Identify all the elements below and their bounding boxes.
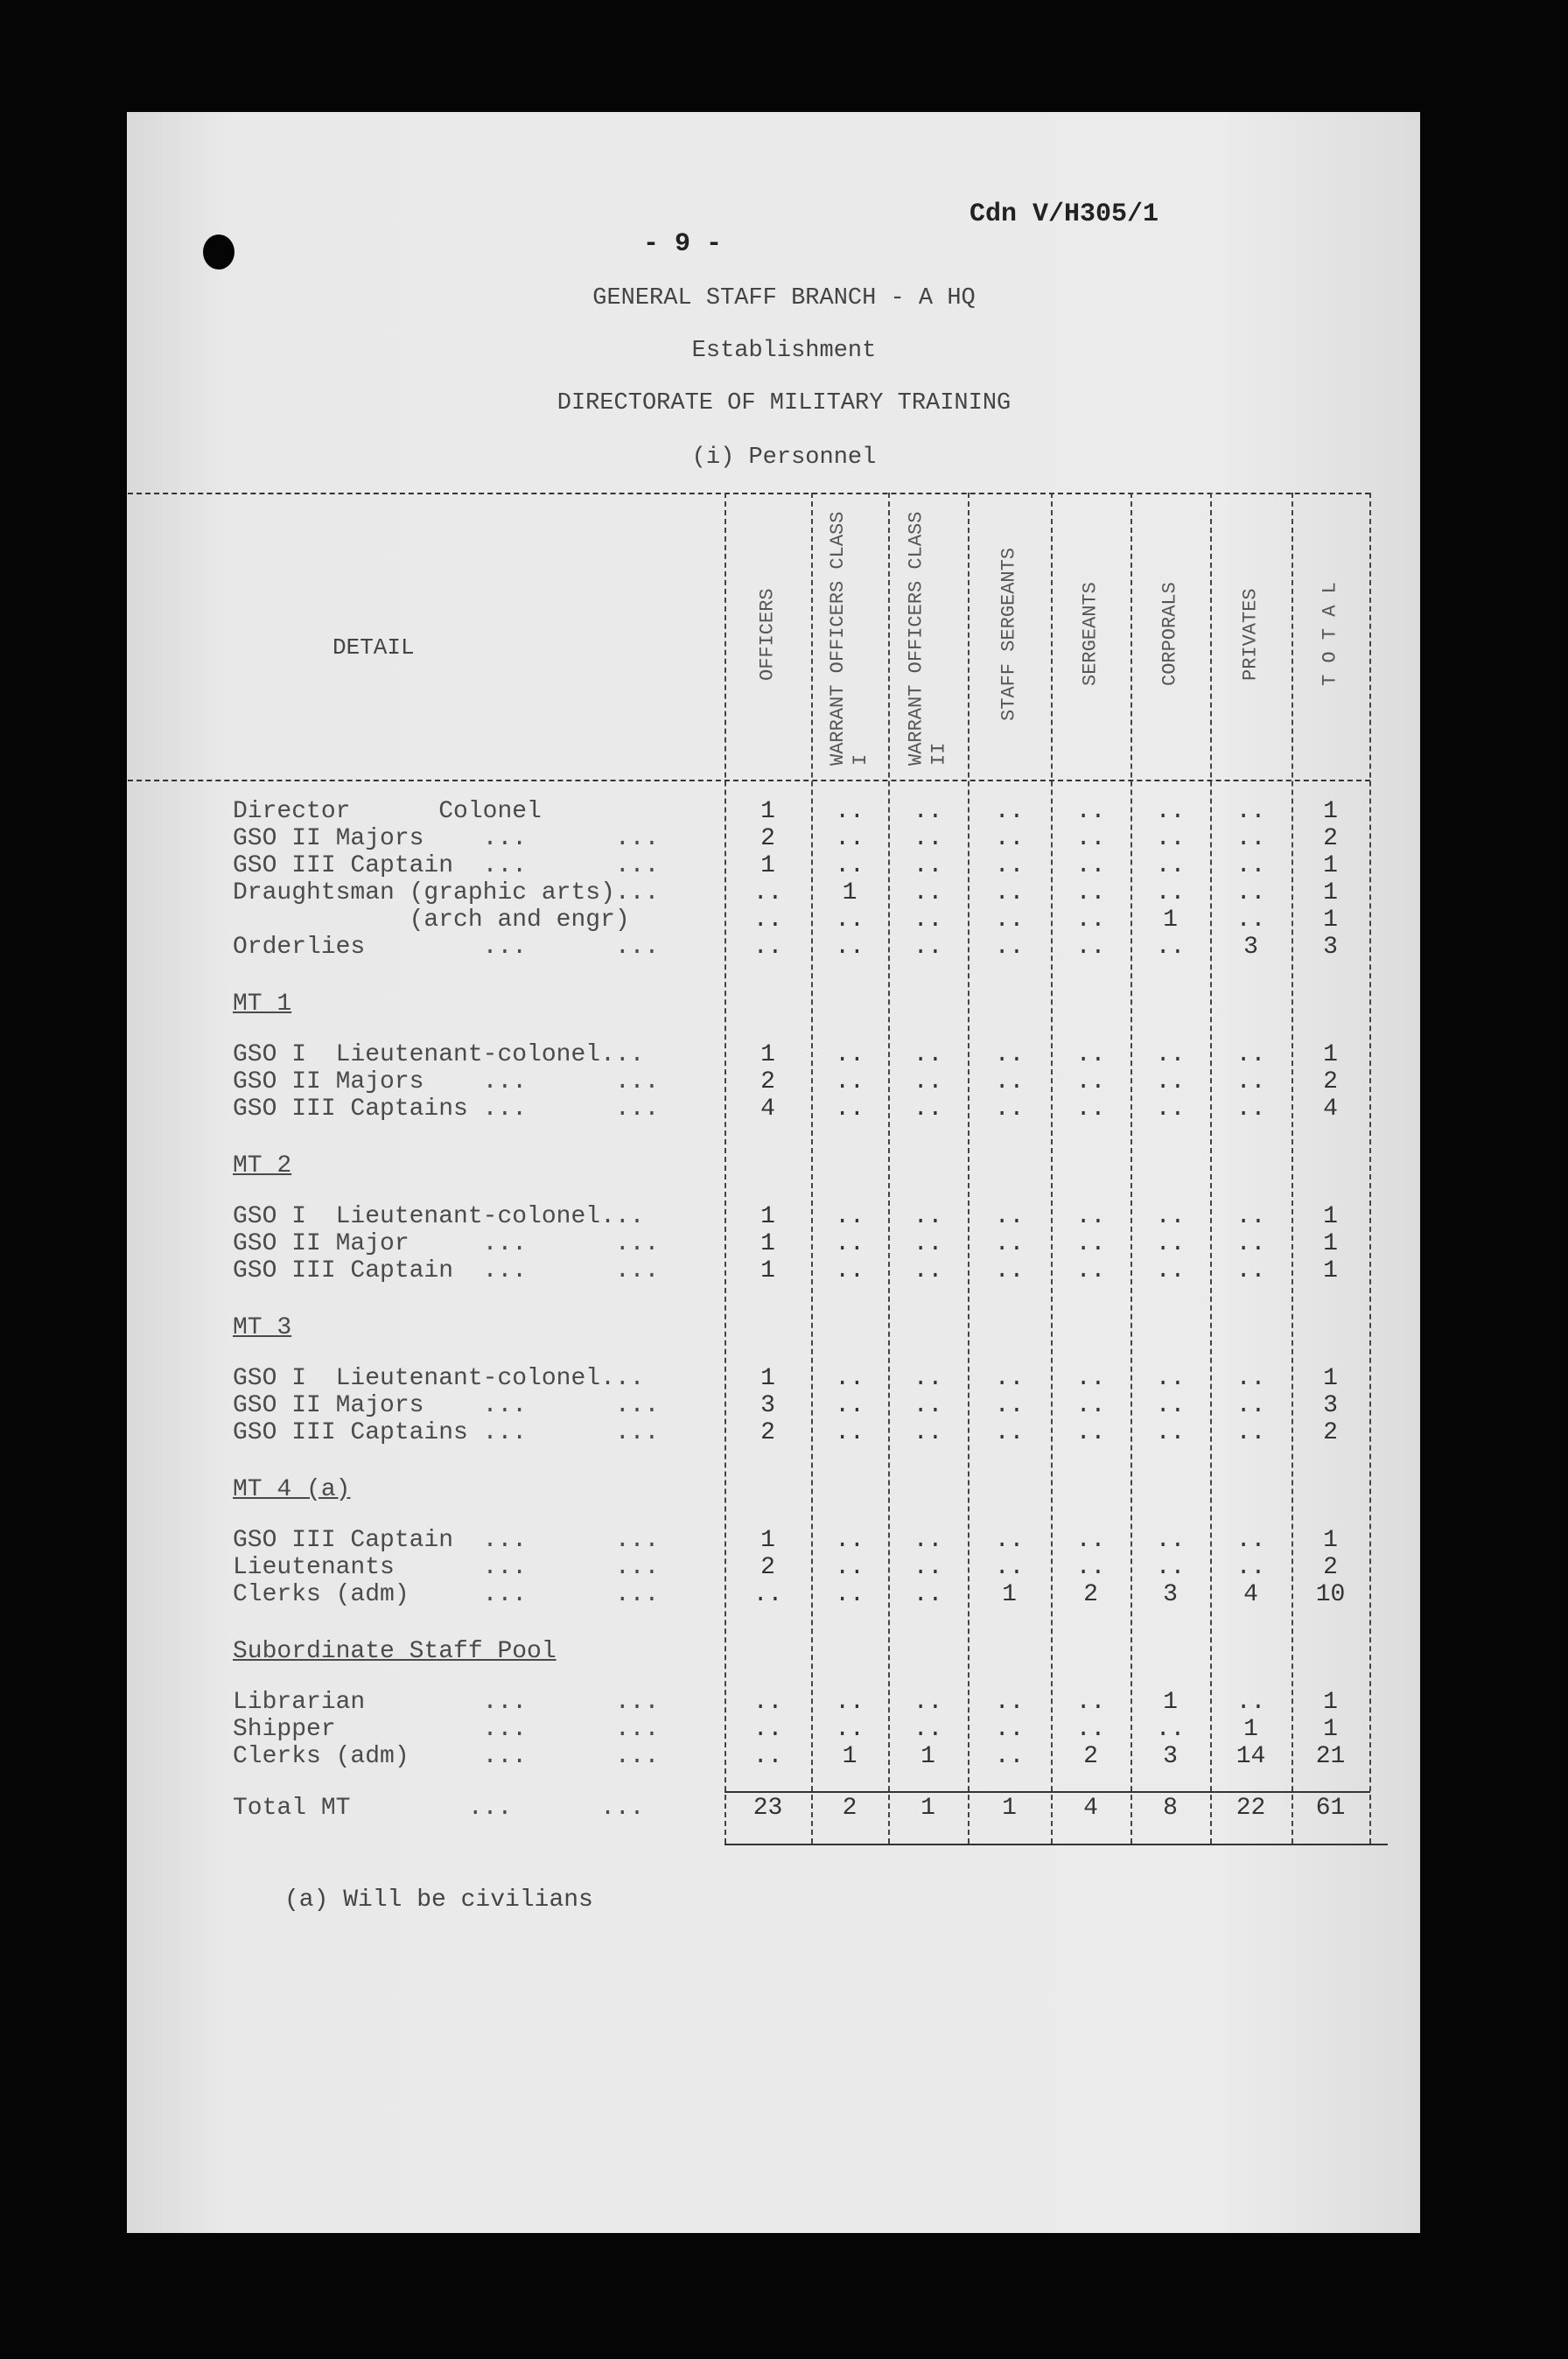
cell-value: 3 xyxy=(1323,934,1338,961)
cell-value: .. xyxy=(1236,1203,1266,1230)
cell-value: 61 xyxy=(1315,1795,1346,1822)
cell-value: 2 xyxy=(842,1795,858,1822)
row-label: GSO III Captains ... ... xyxy=(233,1419,660,1446)
cell-value: .. xyxy=(1155,1096,1186,1123)
cell-value: 1 xyxy=(760,852,775,879)
cell-value: .. xyxy=(913,1419,943,1446)
cell-value: 1 xyxy=(1323,1689,1338,1716)
cell-value: 10 xyxy=(1315,1581,1346,1608)
cell-value: .. xyxy=(1075,1716,1106,1743)
cell-value: .. xyxy=(913,1068,943,1096)
title-branch: GENERAL STAFF BRANCH - A HQ xyxy=(592,285,976,312)
cell-value: .. xyxy=(835,1203,864,1230)
cell-value: .. xyxy=(1236,1689,1266,1716)
cell-value: .. xyxy=(835,1554,864,1581)
cell-value: .. xyxy=(913,1230,943,1257)
cell-value: 3 xyxy=(1323,1392,1338,1419)
cell-value: .. xyxy=(835,1581,864,1608)
cell-value: 1 xyxy=(1323,1203,1338,1230)
total-bottom-rule xyxy=(724,1844,1388,1845)
cell-value: .. xyxy=(835,1392,864,1419)
row-label: GSO II Majors ... ... xyxy=(233,825,660,852)
cell-value: .. xyxy=(1155,1230,1186,1257)
cell-value: .. xyxy=(1236,1257,1266,1284)
cell-value: .. xyxy=(835,934,864,961)
cell-value: .. xyxy=(913,1716,943,1743)
cell-value: .. xyxy=(1236,825,1266,852)
cell-value: .. xyxy=(1075,906,1106,934)
table-row xyxy=(128,879,1370,906)
table-row xyxy=(128,1096,1370,1123)
table-row xyxy=(128,1419,1370,1446)
row-label: GSO III Captain ... ... xyxy=(233,1527,660,1554)
cell-value: .. xyxy=(835,1716,864,1743)
row-label: Clerks (adm) ... ... xyxy=(233,1743,660,1770)
total-row xyxy=(128,1795,1370,1822)
cell-value: .. xyxy=(1075,1203,1106,1230)
table-row xyxy=(128,1203,1370,1230)
table-row xyxy=(128,1689,1370,1716)
cell-value: .. xyxy=(994,1743,1025,1770)
row-label: MT 1 xyxy=(233,990,292,1018)
cell-value: 1 xyxy=(760,1230,775,1257)
cell-value: .. xyxy=(1075,852,1106,879)
cell-value: .. xyxy=(913,852,943,879)
cell-value: .. xyxy=(1075,934,1106,961)
cell-value: .. xyxy=(994,1365,1025,1392)
row-label: Draughtsman (graphic arts)... xyxy=(233,879,660,906)
table-row xyxy=(128,1041,1370,1068)
cell-value: .. xyxy=(1075,879,1106,906)
cell-value: .. xyxy=(1155,1392,1186,1419)
cell-value: .. xyxy=(1155,1257,1186,1284)
cell-value: .. xyxy=(994,1689,1025,1716)
table-row xyxy=(128,1365,1370,1392)
cell-value: 1 xyxy=(842,879,858,906)
row-label: GSO II Majors ... ... xyxy=(233,1068,660,1096)
row-label: GSO I Lieutenant-colonel... xyxy=(233,1203,645,1230)
cell-value: .. xyxy=(1236,1068,1266,1096)
cell-value: .. xyxy=(1075,1041,1106,1068)
cell-value: .. xyxy=(1236,1527,1266,1554)
cell-value: .. xyxy=(1075,1230,1106,1257)
cell-value: .. xyxy=(1236,1096,1266,1123)
row-label: Shipper ... ... xyxy=(233,1716,660,1743)
cell-value: .. xyxy=(835,1257,864,1284)
cell-value: .. xyxy=(1155,798,1186,825)
cell-value: .. xyxy=(994,1419,1025,1446)
cell-value: .. xyxy=(913,879,943,906)
cell-value: 1 xyxy=(1323,1230,1338,1257)
cell-value: 2 xyxy=(1323,1068,1338,1096)
cell-value: .. xyxy=(752,934,783,961)
table-row xyxy=(128,1716,1370,1743)
row-label: MT 4 (a) xyxy=(233,1476,351,1503)
cell-value: .. xyxy=(835,1230,864,1257)
cell-value: .. xyxy=(1075,1527,1106,1554)
page-number: - 9 - xyxy=(643,229,723,259)
cell-value: 1 xyxy=(1323,798,1338,825)
cell-value: .. xyxy=(1155,1041,1186,1068)
table-row xyxy=(128,1581,1370,1608)
cell-value: 1 xyxy=(1323,1257,1338,1284)
title-personnel: (i) Personnel xyxy=(691,444,877,471)
cell-value: .. xyxy=(994,1392,1025,1419)
cell-value: 1 xyxy=(760,1041,775,1068)
cell-value: .. xyxy=(913,1041,943,1068)
cell-value: .. xyxy=(913,906,943,934)
cell-value: .. xyxy=(752,1581,783,1608)
cell-value: .. xyxy=(994,1041,1025,1068)
cell-value: .. xyxy=(994,825,1025,852)
row-label: Clerks (adm) ... ... xyxy=(233,1581,660,1608)
cell-value: .. xyxy=(835,825,864,852)
cell-value: .. xyxy=(1075,1257,1106,1284)
cell-value: .. xyxy=(994,906,1025,934)
column-header: OFFICERS xyxy=(756,588,779,681)
section-heading xyxy=(128,990,1370,1041)
cell-value: 21 xyxy=(1315,1743,1346,1770)
cell-value: 1 xyxy=(1323,1041,1338,1068)
cell-value: 2 xyxy=(760,1419,775,1446)
cell-value: 3 xyxy=(760,1392,775,1419)
row-label: MT 3 xyxy=(233,1314,292,1341)
row-label: GSO III Captain ... ... xyxy=(233,852,660,879)
cell-value: 1 xyxy=(1323,906,1338,934)
footnote: (a) Will be civilians xyxy=(284,1886,593,1914)
cell-value: 1 xyxy=(760,798,775,825)
row-label: GSO II Major ... ... xyxy=(233,1230,660,1257)
cell-value: .. xyxy=(1075,1554,1106,1581)
cell-value: 1 xyxy=(1243,1716,1258,1743)
cell-value: 2 xyxy=(1323,825,1338,852)
cell-value: .. xyxy=(1236,1554,1266,1581)
punch-hole xyxy=(203,234,234,270)
cell-value: .. xyxy=(1236,1419,1266,1446)
cell-value: 4 xyxy=(760,1096,775,1123)
column-header: STAFF SERGEANTS xyxy=(998,547,1020,722)
table-row xyxy=(128,825,1370,852)
table-row xyxy=(128,1392,1370,1419)
column-header: WARRANT OFFICERS CLASS II xyxy=(905,511,950,766)
row-label: Director Colonel xyxy=(233,798,542,825)
table-row xyxy=(128,852,1370,879)
cell-value: .. xyxy=(994,1096,1025,1123)
row-label: Total MT ... ... xyxy=(233,1795,645,1822)
cell-value: .. xyxy=(913,1554,943,1581)
cell-value: .. xyxy=(994,1068,1025,1096)
cell-value: 3 xyxy=(1163,1743,1178,1770)
cell-value: 1 xyxy=(1163,1689,1178,1716)
cell-value: .. xyxy=(1155,852,1186,879)
cell-value: .. xyxy=(1075,798,1106,825)
cell-value: 2 xyxy=(1083,1743,1098,1770)
cell-value: .. xyxy=(913,1581,943,1608)
cell-value: .. xyxy=(994,1257,1025,1284)
cell-value: 8 xyxy=(1163,1795,1178,1822)
cell-value: 1 xyxy=(920,1795,935,1822)
cell-value: 1 xyxy=(760,1527,775,1554)
cell-value: 1 xyxy=(1002,1581,1017,1608)
cell-value: .. xyxy=(1236,1041,1266,1068)
cell-value: 2 xyxy=(1323,1554,1338,1581)
row-label: GSO I Lieutenant-colonel... xyxy=(233,1365,645,1392)
cell-value: .. xyxy=(835,906,864,934)
cell-value: .. xyxy=(994,1203,1025,1230)
cell-value: .. xyxy=(835,852,864,879)
cell-value: 1 xyxy=(1323,1716,1338,1743)
cell-value: 1 xyxy=(1163,906,1178,934)
column-header: SERGEANTS xyxy=(1079,582,1102,687)
section-heading xyxy=(128,1476,1370,1527)
section-heading xyxy=(128,1314,1370,1365)
cell-value: 2 xyxy=(1083,1581,1098,1608)
table-row xyxy=(128,1068,1370,1096)
cell-value: .. xyxy=(752,1689,783,1716)
column-header: PRIVATES xyxy=(1239,588,1262,681)
cell-value: .. xyxy=(1155,934,1186,961)
cell-value: 23 xyxy=(752,1795,783,1822)
column-header: WARRANT OFFICERS CLASS I xyxy=(827,511,872,766)
cell-value: 2 xyxy=(760,825,775,852)
cell-value: 1 xyxy=(920,1743,935,1770)
cell-value: .. xyxy=(835,1041,864,1068)
cell-value: .. xyxy=(913,1527,943,1554)
cell-value: .. xyxy=(1236,1230,1266,1257)
table-row xyxy=(128,1743,1370,1770)
cell-value: .. xyxy=(913,1096,943,1123)
header-bottom-rule xyxy=(128,780,1370,781)
row-label: MT 2 xyxy=(233,1152,292,1180)
cell-value: .. xyxy=(913,1392,943,1419)
cell-value: .. xyxy=(835,1365,864,1392)
cell-value: .. xyxy=(835,1527,864,1554)
cell-value: .. xyxy=(1155,1554,1186,1581)
cell-value: .. xyxy=(1075,1096,1106,1123)
table-row xyxy=(128,934,1370,961)
cell-value: .. xyxy=(1155,825,1186,852)
cell-value: .. xyxy=(835,798,864,825)
table-row xyxy=(128,1554,1370,1581)
cell-value: 1 xyxy=(1323,1527,1338,1554)
row-label: Orderlies ... ... xyxy=(233,934,660,961)
cell-value: 1 xyxy=(760,1365,775,1392)
row-label: Librarian ... ... xyxy=(233,1689,660,1716)
cell-value: .. xyxy=(913,1689,943,1716)
title-establishment: Establishment xyxy=(691,338,877,364)
cell-value: .. xyxy=(994,1716,1025,1743)
cell-value: .. xyxy=(1236,906,1266,934)
table-row xyxy=(128,1230,1370,1257)
cell-value: .. xyxy=(913,934,943,961)
cell-value: 1 xyxy=(760,1257,775,1284)
table-row xyxy=(128,798,1370,825)
cell-value: .. xyxy=(913,1203,943,1230)
detail-header: DETAIL xyxy=(332,634,415,661)
cell-value: 2 xyxy=(1323,1419,1338,1446)
cell-value: .. xyxy=(752,1743,783,1770)
cell-value: 4 xyxy=(1243,1581,1258,1608)
cell-value: 4 xyxy=(1323,1096,1338,1123)
table-row xyxy=(128,1527,1370,1554)
cell-value: 1 xyxy=(1002,1795,1017,1822)
cell-value: .. xyxy=(835,1689,864,1716)
cell-value: .. xyxy=(994,1230,1025,1257)
table-row xyxy=(128,1257,1370,1284)
cell-value: .. xyxy=(913,825,943,852)
cell-value: .. xyxy=(994,798,1025,825)
cell-value: .. xyxy=(835,1068,864,1096)
cell-value: 22 xyxy=(1236,1795,1266,1822)
cell-value: .. xyxy=(1075,825,1106,852)
cell-value: .. xyxy=(1155,1716,1186,1743)
cell-value: 2 xyxy=(760,1554,775,1581)
cell-value: 1 xyxy=(1323,852,1338,879)
table-row xyxy=(128,906,1370,934)
cell-value: .. xyxy=(1075,1419,1106,1446)
cell-value: .. xyxy=(913,1257,943,1284)
cell-value: 1 xyxy=(1323,1365,1338,1392)
cell-value: 1 xyxy=(842,1743,858,1770)
cell-value: .. xyxy=(1075,1068,1106,1096)
cell-value: .. xyxy=(1155,1068,1186,1096)
cell-value: .. xyxy=(1155,1419,1186,1446)
cell-value: .. xyxy=(1075,1392,1106,1419)
cell-value: .. xyxy=(913,798,943,825)
cell-value: 1 xyxy=(760,1203,775,1230)
cell-value: .. xyxy=(752,906,783,934)
row-label: Subordinate Staff Pool xyxy=(233,1638,556,1665)
cell-value: .. xyxy=(1236,1392,1266,1419)
cell-value: .. xyxy=(1155,1203,1186,1230)
row-label: Lieutenants ... ... xyxy=(233,1554,660,1581)
cell-value: .. xyxy=(1075,1365,1106,1392)
cell-value: .. xyxy=(1155,1527,1186,1554)
cell-value: .. xyxy=(1075,1689,1106,1716)
cell-value: .. xyxy=(1236,852,1266,879)
cell-value: 3 xyxy=(1243,934,1258,961)
cell-value: .. xyxy=(1155,1365,1186,1392)
cell-value: .. xyxy=(752,879,783,906)
section-heading xyxy=(128,1638,1370,1689)
row-label: GSO III Captain ... ... xyxy=(233,1257,660,1284)
cell-value: .. xyxy=(1236,798,1266,825)
column-header: T O T A L xyxy=(1319,582,1341,687)
row-label: (arch and engr) xyxy=(233,906,630,934)
cell-value: .. xyxy=(994,852,1025,879)
cell-value: .. xyxy=(994,1554,1025,1581)
column-header: CORPORALS xyxy=(1158,582,1181,687)
cell-value: 1 xyxy=(1323,879,1338,906)
reference-number: Cdn V/H305/1 xyxy=(970,200,1159,229)
cell-value: .. xyxy=(835,1096,864,1123)
row-label: GSO II Majors ... ... xyxy=(233,1392,660,1419)
cell-value: .. xyxy=(1236,879,1266,906)
cell-value: .. xyxy=(913,1365,943,1392)
table-body xyxy=(128,798,1370,1822)
cell-value: .. xyxy=(1236,1365,1266,1392)
title-directorate: DIRECTORATE OF MILITARY TRAINING xyxy=(556,390,1012,416)
cell-value: .. xyxy=(752,1716,783,1743)
cell-value: 4 xyxy=(1083,1795,1098,1822)
cell-value: .. xyxy=(994,1527,1025,1554)
cell-value: .. xyxy=(994,879,1025,906)
row-label: GSO III Captains ... ... xyxy=(233,1096,660,1123)
cell-value: 2 xyxy=(760,1068,775,1096)
section-heading xyxy=(128,1152,1370,1203)
cell-value: 14 xyxy=(1236,1743,1266,1770)
cell-value: .. xyxy=(994,934,1025,961)
cell-value: 3 xyxy=(1163,1581,1178,1608)
cell-value: .. xyxy=(835,1419,864,1446)
cell-value: .. xyxy=(1155,879,1186,906)
row-label: GSO I Lieutenant-colonel... xyxy=(233,1041,645,1068)
table-top-rule xyxy=(128,493,1370,494)
